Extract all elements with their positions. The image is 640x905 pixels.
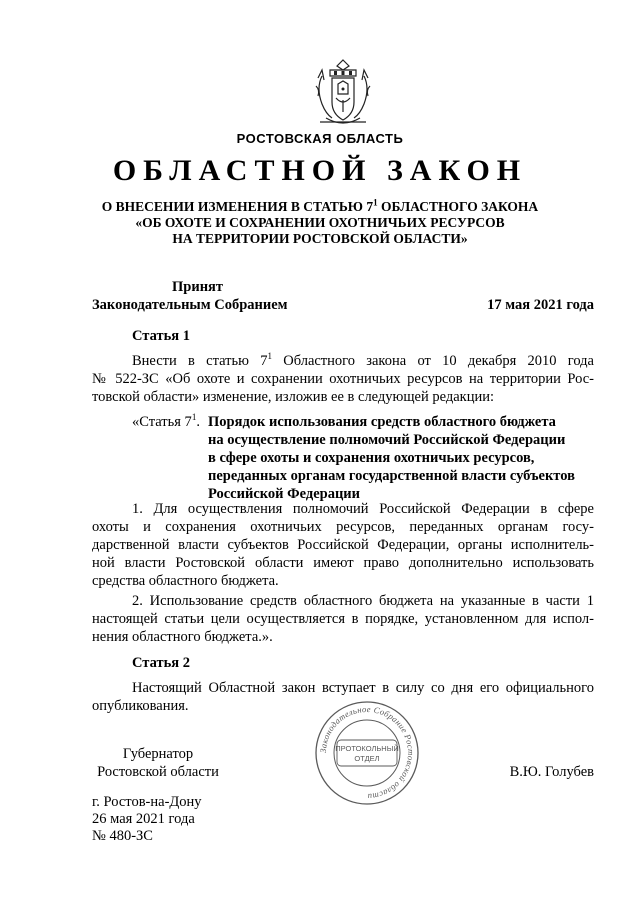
coat-of-arms-icon bbox=[308, 56, 378, 128]
intro-line-3: товской области» изменение, изложив ее в следующей редакции: bbox=[92, 389, 495, 405]
part1-line-1: 1. Для осуществления полномочий Российской Федерации в сфере bbox=[132, 501, 594, 517]
adopting-body: Законодательным Собранием bbox=[92, 297, 288, 313]
quote-title-line-3: в сфере охоты и сохранения охотничьих ресурсов, bbox=[208, 450, 535, 466]
quoted-article-number: «Статья $7^1$. bbox=[132, 412, 200, 430]
part2-line-1: 2. Использование средств областного бюджета на указанные в части 1 bbox=[132, 593, 594, 609]
part1-line-5: средства областного бюджета. bbox=[92, 573, 279, 589]
adopted-label: Принят bbox=[172, 279, 224, 295]
place-date-number bbox=[92, 794, 202, 845]
article-2-heading: Статья 2 bbox=[132, 655, 190, 671]
law-number-line: № 480-ЗС bbox=[92, 828, 153, 844]
adoption-date: 17 мая 2021 года bbox=[487, 297, 594, 313]
quote-title-line-2: на осуществление полномочий Российской Федерации bbox=[208, 432, 566, 448]
article-1-part-2 bbox=[92, 592, 594, 646]
part1-line-3: дарственной власти субъектов Российской Федерации, органы исполнитель- bbox=[92, 537, 594, 553]
adoption-block bbox=[92, 278, 288, 314]
article2-line-2: опубликования. bbox=[92, 698, 189, 714]
stamp-ring-text: Законодательное Собрание Ростовской области bbox=[317, 703, 417, 803]
region-name: РОСТОВСКАЯ ОБЛАСТЬ bbox=[236, 131, 404, 146]
quoted-article-title bbox=[208, 413, 608, 503]
signer-role-line-2: Ростовской области bbox=[97, 764, 219, 780]
article2-line-1: Настоящий Областной закон вступает в силу со дня его официального bbox=[132, 680, 594, 696]
signer-role bbox=[92, 745, 224, 781]
stamp-center-line-1: ПРОТОКОЛЬНЫЙ bbox=[335, 744, 399, 753]
intro-line-2: № 522-ЗС «Об охоте и сохранении охотничьих ресурсов на территории Рос- bbox=[92, 371, 594, 387]
subject-line-2: «ОБ ОХОТЕ И СОХРАНЕНИИ ОХОТНИЧЬИХ РЕСУРСОВ bbox=[135, 215, 505, 230]
stamp-inner-ring bbox=[334, 720, 400, 786]
part2-line-3: нения областного бюджета.». bbox=[92, 629, 273, 645]
article-1-heading: Статья 1 bbox=[132, 328, 190, 344]
signer-role-line-1: Губернатор bbox=[122, 746, 194, 762]
part2-line-2: настоящей статьи цели осуществляется в порядке, установленном для испол- bbox=[92, 611, 594, 627]
part1-line-4: ной власти Ростовской области имеют право дополнительно использовать bbox=[92, 555, 594, 571]
date-line: 26 мая 2021 года bbox=[92, 811, 195, 827]
intro-line-1: Внести в статью $7^1$ Областного закона от 10 декабря 2010 года bbox=[132, 351, 594, 369]
place-line: г. Ростов-на-Дону bbox=[92, 794, 202, 810]
subject-line-3: НА ТЕРРИТОРИИ РОСТОВСКОЙ ОБЛАСТИ» bbox=[172, 231, 468, 246]
law-subject bbox=[0, 199, 640, 247]
quote-title-line-5: Российской Федерации bbox=[208, 486, 361, 502]
official-stamp bbox=[314, 700, 420, 806]
quote-title-line-1: Порядок использования средств областного бюджета bbox=[208, 414, 556, 430]
quote-title-line-4: переданных органам государственной власти субъектов bbox=[208, 468, 575, 484]
subject-line-1: О ВНЕСЕНИИ ИЗМЕНЕНИЯ В СТАТЬЮ $7^1$ ОБЛАСТНОГО ЗАКОНА bbox=[101, 197, 539, 214]
part1-line-2: охоты и сохранения охотничьих ресурсов, переданных органам госу- bbox=[92, 519, 594, 535]
document-type-title: ОБЛАСТНОЙ ЗАКОН bbox=[112, 154, 528, 187]
stamp-outer-ring bbox=[316, 702, 418, 804]
article-1-intro bbox=[92, 352, 594, 406]
stamp-center-line-2: ОТДЕЛ bbox=[354, 754, 380, 763]
article-1-part-1 bbox=[92, 500, 594, 590]
signer-name: В.Ю. Голубев bbox=[509, 764, 594, 780]
